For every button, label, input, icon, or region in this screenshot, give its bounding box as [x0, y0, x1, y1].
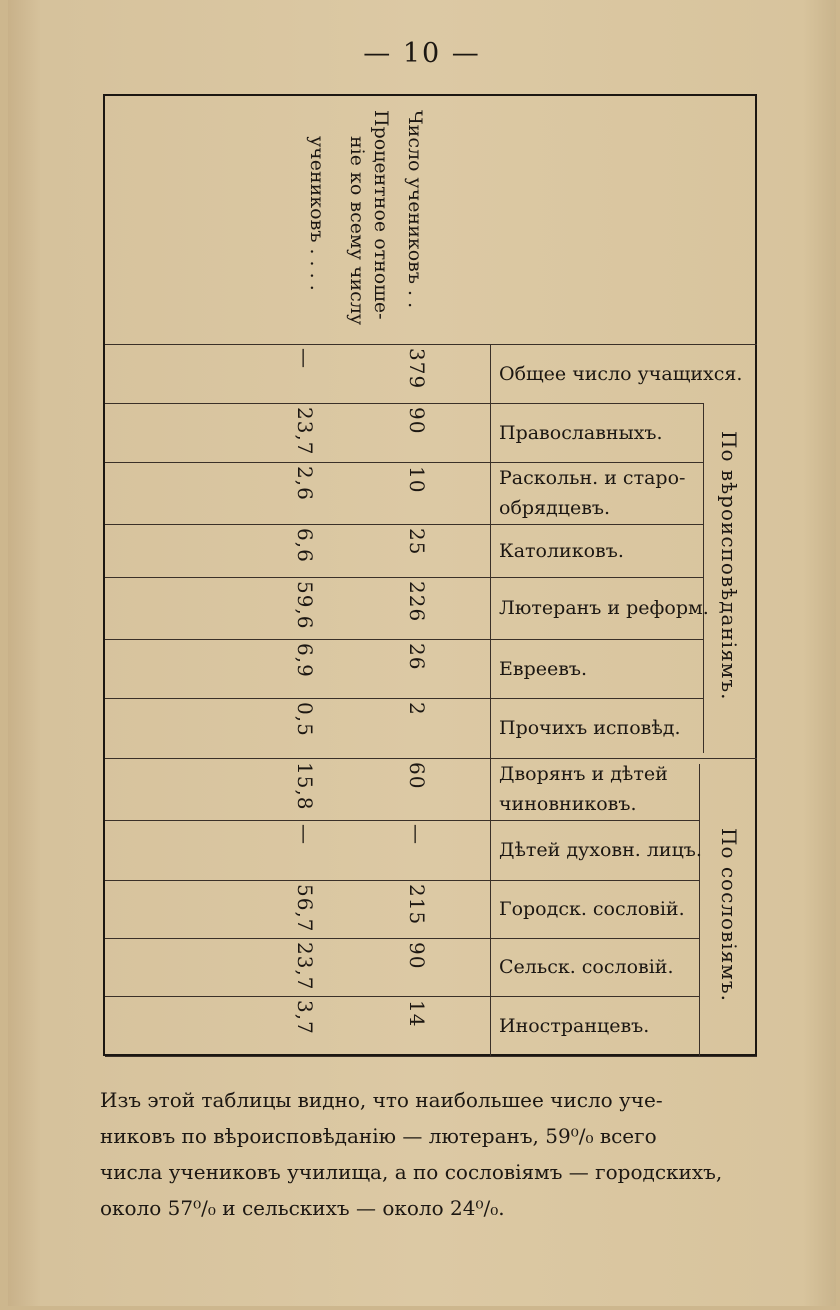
- row-label-text: Прочихъ исповѣд.: [499, 717, 681, 739]
- header-percent-line1: Процентное отноше-: [370, 110, 392, 320]
- table-divider-group-religion: [703, 403, 704, 753]
- header-percent-line2: ніе ко всему числу: [346, 136, 368, 326]
- row-count: 379: [405, 348, 429, 390]
- row-percent: 23,7: [293, 407, 317, 456]
- row-count: 90: [405, 407, 429, 435]
- row-count: 90: [405, 942, 429, 970]
- table-divider-group-estate: [699, 764, 700, 1056]
- table-row-divider: [105, 524, 703, 525]
- paragraph-line: никовъ по вѣроисповѣданію — лютеранъ, 59⁰/₀ всего: [100, 1124, 657, 1148]
- row-label: [499, 894, 685, 924]
- header-percent-line3: учениковъ . . . .: [306, 136, 328, 291]
- page-number: — 10 —: [363, 38, 481, 69]
- row-label: [499, 713, 681, 743]
- table-row-divider: [105, 1056, 757, 1057]
- table-row-divider: [105, 639, 703, 640]
- header-student-count: Число учениковъ . .: [404, 110, 426, 309]
- table-row-divider: [105, 577, 703, 578]
- row-percent: 6,6: [293, 528, 317, 563]
- row-label: [499, 418, 663, 448]
- table-row-divider: [105, 996, 699, 997]
- row-percent: 56,7: [293, 884, 317, 933]
- paragraph-line: Изъ этой таблицы видно, что наибольшее число уче-: [100, 1088, 663, 1112]
- table-row-divider: [105, 880, 699, 881]
- row-label: [499, 536, 624, 566]
- row-label-text: Раскольн. и старо-: [499, 467, 686, 489]
- row-percent: 6,9: [293, 643, 317, 678]
- row-label-text: Лютеранъ и реформ.: [499, 597, 709, 619]
- table-divider-labels: [490, 344, 491, 1056]
- row-label-text: Дворянъ и дѣтей: [499, 763, 668, 785]
- row-percent: —: [293, 348, 317, 369]
- row-label-text: Сельск. сословій.: [499, 956, 674, 978]
- row-label-text: Дѣтей духовн. лицъ.: [499, 839, 702, 861]
- row-count: —: [405, 824, 429, 845]
- row-percent: 59,6: [293, 581, 317, 630]
- table-row-divider: [105, 344, 757, 345]
- row-count: 2: [405, 702, 429, 716]
- row-label-text: Иностранцевъ.: [499, 1015, 650, 1037]
- row-count: 10: [405, 466, 429, 494]
- row-label-text: Католиковъ.: [499, 539, 624, 562]
- row-label-text: Общее число учащихся.: [499, 362, 743, 385]
- statistics-table: [103, 94, 757, 1056]
- row-count: 26: [405, 643, 429, 671]
- row-label-text: Евреевъ.: [499, 657, 588, 680]
- row-label: [499, 1011, 649, 1041]
- row-label: [499, 759, 668, 819]
- group-label-religion: По вѣроисповѣданіямъ.: [717, 431, 741, 701]
- row-percent: 3,7: [293, 1000, 317, 1035]
- book-page: [8, 0, 836, 1306]
- row-percent: 23,7: [293, 942, 317, 991]
- row-label: [499, 593, 709, 623]
- row-label: [499, 952, 674, 982]
- conclusion-paragraph: [100, 1082, 760, 1226]
- group-label-estate: По сословіямъ.: [717, 828, 741, 1002]
- row-count: 60: [405, 762, 429, 790]
- row-count: 25: [405, 528, 429, 556]
- row-count: 215: [405, 884, 429, 926]
- row-label: [499, 463, 685, 523]
- row-percent: 15,8: [293, 762, 317, 811]
- row-count: 226: [405, 581, 429, 623]
- row-percent: —: [293, 824, 317, 845]
- row-count: 14: [405, 1000, 429, 1028]
- table-row-divider: [105, 820, 699, 821]
- row-label-text: чиновниковъ.: [499, 793, 637, 815]
- table-row-divider: [105, 698, 703, 699]
- row-percent: 2,6: [293, 466, 317, 501]
- row-label-text: обрядцевъ.: [499, 497, 611, 519]
- row-label-text: Городск. сословій.: [499, 898, 685, 920]
- table-row-divider: [105, 938, 699, 939]
- table-row-divider: [105, 403, 703, 404]
- row-label-text: Православныхъ.: [499, 421, 663, 444]
- row-percent: 0,5: [293, 702, 317, 737]
- row-label: [499, 654, 587, 684]
- row-label: [499, 835, 702, 865]
- row-label: [499, 359, 742, 389]
- paragraph-line: около 57⁰/₀ и сельскихъ — около 24⁰/₀.: [100, 1196, 505, 1220]
- paragraph-line: числа учениковъ училища, а по сословіямъ — городскихъ,: [100, 1160, 723, 1184]
